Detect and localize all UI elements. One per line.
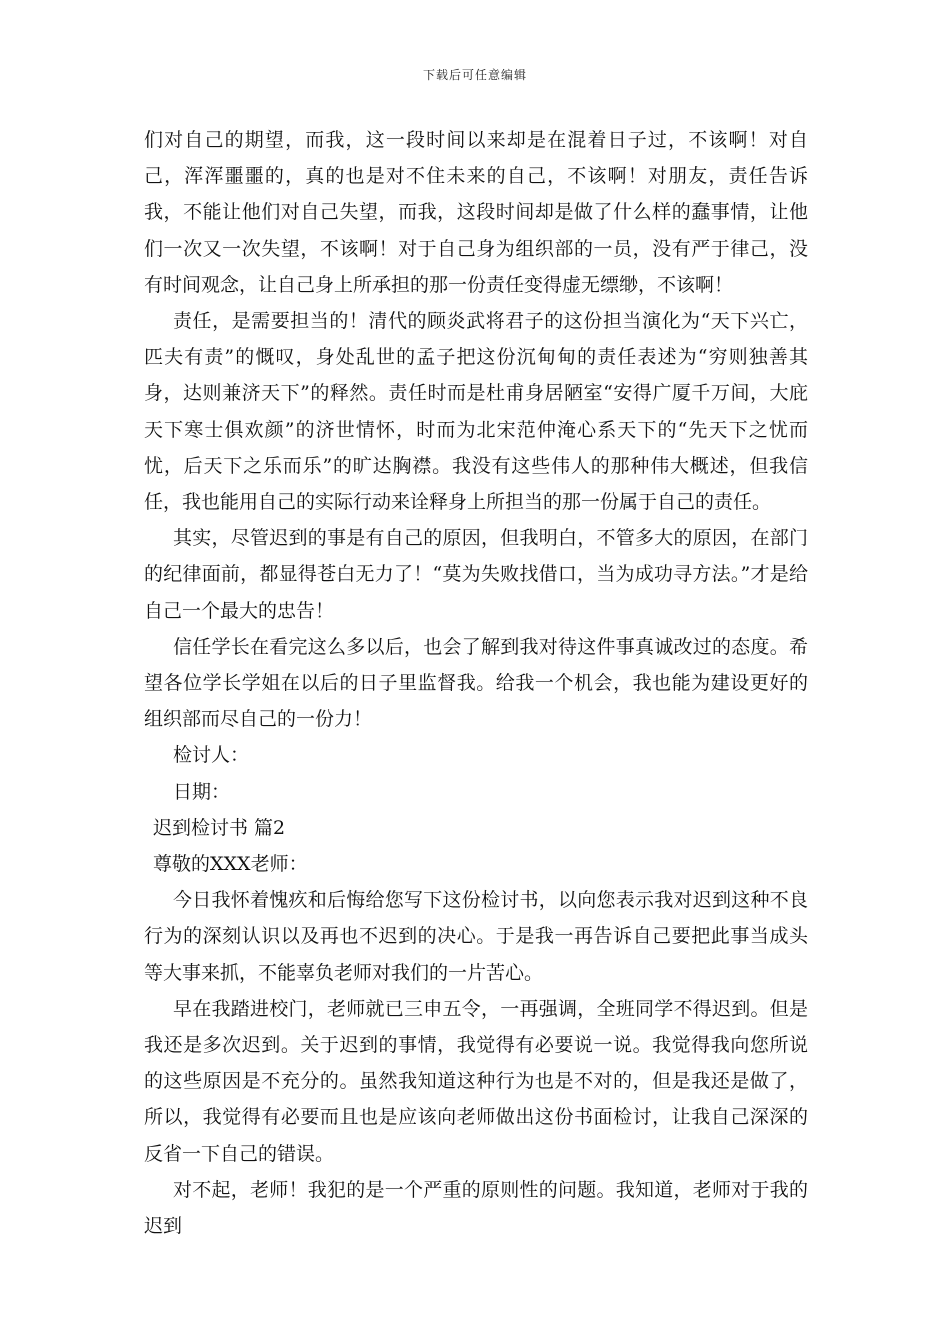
paragraph-intro: 今日我怀着愧疚和后悔给您写下这份检讨书，以向您表示我对迟到这种不良行为的深刻认识以及再也不迟到的决心。于是我一再告诉自己要把此事当成头等大事来抓，不能辜负老师对我们的一片苦心。 — [144, 889, 808, 984]
date-label: 日期： — [173, 780, 231, 803]
paragraph-continued: 们对自己的期望，而我，这一段时间以来却是在混着日子过，不该啊！对自己，浑浑噩噩的，真的也是对不住未来的自己，不该啊！对朋友，责任告诉我，不能让他们对自己失望，而我，这段时间却是做了什么样的蠢事情，让他们一次又一次失望，不该啊！对于自己身为组织部的一员，没有严于律己，没有时间观念，让自己身上所承担的那一份责任变得虚无缥缈，不该啊！ — [144, 129, 808, 296]
paragraph-excuse: 其实，尽管迟到的事是有自己的原因，但我明白，不管多大的原因，在部门的纪律面前，都显得苍白无力了！“莫为失败找借口，当为成功寻方法。”才是给自己一个最大的忠告！ — [144, 527, 808, 622]
document-body — [144, 122, 808, 1244]
page-header: 下载后可任意编辑 — [422, 68, 527, 82]
reviewer-label: 检讨人： — [173, 744, 250, 767]
salutation: 尊敬的XXX老师： — [153, 853, 308, 876]
paragraph-reasons: 早在我踏进校门，老师就已三申五令，一再强调，全班同学不得迟到。但是我还是多次迟到。关于迟到的事情，我觉得有必要说一说。我觉得我向您所说的这些原因是不充分的。虽然我知道这种行为也是不对的，但是我还是做了，所以，我觉得有必要而且也是应该向老师做出这份书面检讨，让我自己深深的反省一下自己的错误。 — [144, 997, 808, 1165]
paragraph-apology: 对不起，老师！我犯的是一个严重的原则性的问题。我知道，老师对于我的迟到 — [144, 1178, 808, 1238]
paragraph-responsibility: 责任，是需要担当的！清代的顾炎武将君子的这份担当演化为“天下兴亡，匹夫有责”的慨叹，身处乱世的孟子把这份沉甸甸的责任表述为“穷则独善其身，达则兼济天下”的释然。责任时而是杜甫身居陋室“安得广厦千万间，大庇天下寒士俱欢颜”的济世情怀，时而为北宋范仲淹心系天下的“先天下之忧而忧，后天下之乐而乐”的旷达胸襟。我没有这些伟人的那种伟大概述，但我信任，我也能用自己的实际行动来诠释身上所担当的那一份属于自己的责任。 — [144, 310, 808, 514]
section-title: 迟到检讨书 篇2 — [153, 816, 286, 839]
paragraph-trust: 信任学长在看完这么多以后，也会了解到我对待这件事真诚改过的态度。希望各位学长学姐在以后的日子里监督我。给我一个机会，我也能为建设更好的组织部而尽自己的一份力！ — [144, 635, 808, 731]
